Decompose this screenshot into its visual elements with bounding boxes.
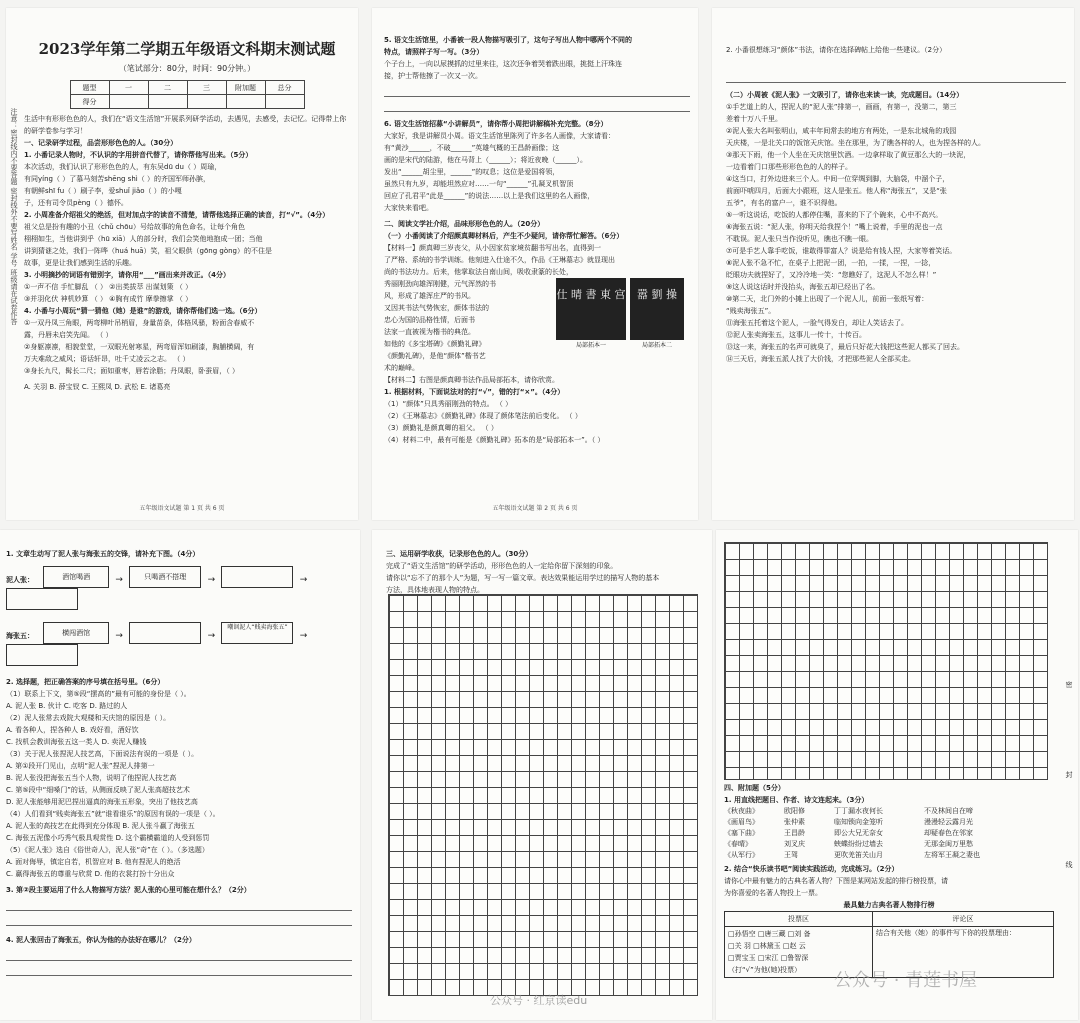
arrow-icon: → (299, 574, 308, 585)
material-line: 秀丽刚劲向雄浑刚健，元气浑然的书 (384, 280, 496, 288)
question: 特点，请照样子写一写。（3分） (384, 48, 484, 56)
quote-line: 接，护士帮他擦了一次又一次。 (384, 72, 482, 80)
question: 5. 语文生活馆里，小番被一段人物描写吸引了，这句子写出人物中哪两个不同的 (384, 36, 632, 44)
passage-line: ②泥人张大名叫张明山，咸丰年间常去的地方有两处，一是东北城角的戏园 (726, 127, 957, 135)
poem-line[interactable]: 更吹羌笛关山月 (834, 851, 883, 859)
passage-line: 差着十万八千里。 (726, 115, 782, 123)
passage-line: 前面吓唬四月，后面大小跟班，这人是张五。他人称“海张五”，又是“张 (726, 187, 947, 195)
passage-line: ①手艺道上的人，捏泥人的“泥人张”排第一，画画，有第一，没第二，第三 (726, 103, 957, 111)
choice-line: A. 看各种人，捏各种人 B. 戏好看，酒好饮 (6, 726, 139, 734)
passage-line: “贱卖海张五”。 (726, 307, 776, 315)
question-line: 本次活动，我们认识了形形色色的人，有东吴dū du（ ）周瑜， (24, 163, 222, 171)
question: 2. 小周准备介绍祖父的绝活，但对加点字的读音不清楚，请帮他选择正确的读音，打“√”。（4分） (24, 211, 330, 219)
score-cell: 题型 (70, 81, 109, 95)
answer-line[interactable] (6, 948, 352, 961)
question-line: ③身长九尺，髯长二尺；面如重枣，唇若涂脂；丹凤眼，卧蚕眉，（ ） (24, 367, 239, 375)
seal-margin-char: 线 (1065, 861, 1073, 869)
question-line: 万夫难敌之威风；语话轩昂，吐千丈凌云之志。 （ ） (24, 355, 190, 363)
question: 1. 用直线把题目、作者、诗文连起来。（3分） (724, 796, 869, 804)
score-input-cell[interactable] (109, 95, 148, 109)
arrow-icon: → (207, 574, 216, 585)
passage-line: ⑫泥人张卖海张五，这事儿一传十，十传百。 (726, 331, 866, 339)
answer-line[interactable] (6, 913, 352, 926)
poem-title[interactable]: 《塞下曲》 (724, 829, 759, 837)
choice-line: C. 找机会教训海张五这一类人 D. 卖泥人赚钱 (6, 738, 147, 746)
passage-line: ⑧泥人张不急不忙，在桌子上把泥一团，一拍，一揉，一捏，一捻， (726, 259, 936, 267)
material-line: 又因其书法气势恢宏，颜体书法的 (384, 304, 489, 312)
question-line: ①一声不信 手忙脚乱 （ ） ②出类拔萃 出谋划策 （ ） (24, 283, 193, 291)
question: 2. 小番很想练习“颜体”书法，请你在选择碑帖上给他一些建议。（2分） (726, 46, 947, 54)
choice-line: （3）关于泥人张捏泥人技艺高，下面说法有误的一项是（ ）。 (6, 750, 199, 758)
seal-margin-char: 封 (1065, 771, 1073, 779)
question: 6. 语文生活馆招募“小讲解员”，请你帮小周把讲解稿补充完整。（8分） (384, 120, 608, 128)
section-heading: 一、记录研学过程，品尝形形色色的人。（30分） (24, 139, 178, 147)
question-line: 画的是宋代的陆游，他在马背上（______）；将近夜晚（______）。 (384, 156, 587, 164)
exam-page-3 (712, 8, 1074, 520)
section-heading: （二）小周被《泥人张》一文吸引了，请你也来读一读，完成题目。（14分） (726, 91, 964, 99)
material-line: 了严格、系统的书学训练。他刻进入仕途不久，作品《王琳墓志》就显现出 (384, 256, 615, 264)
material-line: 术的巅峰。 (384, 364, 419, 372)
material-line: 【材料一】颜真卿三岁丧父，从小因家贫家境贫翻书写出名，直得到一 (384, 244, 601, 252)
vote-option-row[interactable]: □关 羽 □林黛玉 □赵 云 (728, 942, 806, 950)
question-line: 故事，更是让我们感到生活的乐趣。 (24, 259, 136, 267)
question-line: 讲到猜谜之处，我们一阵哗（huá huā）笑，祖父眼供（gōng gòng）的不住是 (24, 247, 272, 255)
score-input-cell[interactable] (187, 95, 226, 109)
judge-item: （1）“颜体”只具秀丽刚劲的特点。 （ ） (384, 400, 513, 408)
poem-line[interactable]: 蛱蝶纷纷过墙去 (834, 840, 883, 848)
question: 1. 根据材料，下面说法对的打“√”，错的打“×”。（4分） (384, 388, 565, 396)
exam-page-2 (372, 8, 698, 520)
choice-line: B. 泥人张没把海张五当个人物，说明了他捏泥人技艺高 (6, 774, 177, 782)
flow-answer-box[interactable] (129, 622, 201, 644)
vote-option-row[interactable]: □孙悟空 □唐三藏 □刘 备 (728, 930, 811, 938)
passage-line: ⑥海张五说：“泥人张，你明天给我捏个！”嘴上说着，手里的泥也一点 (726, 223, 943, 231)
choice-line: A. 泥人张的高技艺在此得到充分体现 B. 泥人张斗赢了海张五 (6, 822, 195, 830)
question-line: 为你喜爱的名著人物投上一票。 (724, 889, 822, 897)
judge-item: （4）材料二中，最有可能是《颜勤礼碑》拓本的是“局部拓本一”。（ ） (384, 436, 605, 444)
answer-line[interactable] (6, 898, 352, 911)
section-heading: 三、运用研学收获，记录形色色的人。（30分） (386, 550, 533, 558)
question: 4. 小番与小周玩“猜一猜他（她）是谁”的游戏，请你帮他们选一选。（6分） (24, 307, 262, 315)
flow-box: 横闯酒馆 (43, 622, 109, 644)
poem-title[interactable]: 《画眉鸟》 (724, 818, 759, 826)
exam-page-6 (716, 530, 1078, 1020)
choice-line: C. 第⑤段中“细嗓门”的话，从侧面反映了泥人张高超技艺术 (6, 786, 190, 794)
flow-box: 酒馆喝酒 (43, 566, 109, 588)
question: 2. 选择题，把正确答案的序号填在括号里。（6分） (6, 678, 165, 686)
passage-line: 一边看着门口那些形形色色的人的样子。 (726, 163, 852, 171)
question-line: 发出“______胡尘里，______”的叹息；这位是爱国将领， (384, 168, 560, 176)
material-line: 尚的书法功力。后来，他掌取法自南山间，吸收隶篆的长处， (384, 268, 573, 276)
passage-line: ③那天下雨，他一个人坐在天庆馆里饮酒。一边拿样取了黄豆那么大的一块泥， (726, 151, 971, 159)
prompt-line: 方法，具体地表现人物的特点。 (386, 586, 484, 594)
question-line: 回应了孔君平“此是______”的说法……以上是我们这里的名人画像， (384, 192, 595, 200)
choice-line: C. 海张五泥像小巧秀气极具观赏性 D. 这个霸横霸道的人受到惩罚 (6, 834, 210, 842)
arrow-icon: → (207, 630, 216, 641)
arrow-icon: → (299, 630, 308, 641)
vote-instruction: （打“√”为他(她)投票） (728, 966, 802, 974)
rubbing-caption: 局部拓本二 (641, 342, 672, 349)
score-input-cell[interactable] (148, 95, 187, 109)
flow-row-label: 泥人张： (6, 575, 34, 584)
choice-line: D. 泥人张能够用泥巴捏出逼真的海张五形象，突出了他技艺高 (6, 798, 198, 806)
question-line: ③并羽化伏 神机妙算 （ ） ④胸有成竹 摩拳擦掌 （ ） (24, 295, 193, 303)
material-line: 《颜勤礼碑》，是他“颜体”楷书艺 (384, 352, 486, 360)
poem-line[interactable]: 临知锁向金笼听 (834, 818, 883, 826)
passage-line: ⑪海张五托着这个泥人，一脸气得发白，却让人笑话去了。 (726, 319, 908, 327)
poem-author[interactable]: 刘叉庆 (784, 840, 805, 848)
question: 4. 泥人张回击了海张五，你认为他的办法好在哪儿？（2分） (6, 936, 196, 944)
question-line: ①一双丹凤三角眼，两弯柳叶吊梢眉，身量苗条，体格风骚，粉面含春威不 (24, 319, 255, 327)
answer-line[interactable] (384, 99, 690, 112)
score-table (70, 80, 305, 109)
watermark: 公众号 · 青莲书屋 (834, 970, 978, 991)
prompt-line: 请你以“忘不了的那个人”为题，写一写一篇文章。表达效果能运用学过的描写人物的基本 (386, 574, 660, 582)
choice-line: （4）人们看到“贱卖海张五”就“谁看谁乐”的原因有误的一项是（ ）。 (6, 810, 220, 818)
page-footer: 五年级语文试题 第 2 页 共 6 页 (492, 505, 578, 512)
judge-item: （2）《王琳墓志》《颜勤礼碑》体现了颜体笔法前后变化。 （ ） (384, 412, 582, 420)
question-line: 有同yíng（ ）了慕马刻苦shēng shì（ ）的齐国军师孙膑， (24, 175, 210, 183)
question-line: 虽然只有九岁，却能坦然应对……一句“______”孔凝叉机智顶 (384, 180, 574, 188)
score-cell: 二 (148, 81, 187, 95)
question-line: 大家好，我是讲解员小周。语文生活馆里陈列了许多名人画像，大家请看： (384, 132, 615, 140)
question-line: 子，还有司令员pèng（ ）德怀。 (24, 199, 128, 207)
poem-author[interactable]: 王昌龄 (784, 829, 805, 837)
passage-line: ⑬这一来，海张五的名声可就臭了，最后只好花大钱把这些泥人都买了回去。 (726, 343, 964, 351)
question-line: 祖父总是扮有趣的小丑（chǔ chōu）号给故事的角色命名，让每个角色 (24, 223, 245, 231)
question: 2. 结合“快乐读书吧”阅读实践活动，完成练习。（2分） (724, 865, 899, 873)
question: 3. 小明摘抄的词语有错别字，请你用“___”画出来并改正。（4分） (24, 271, 231, 279)
poem-author[interactable]: 张仲素 (784, 818, 805, 826)
answer-options: A. 关羽 B. 薛宝钗 C. 王熙凤 D. 武松 E. 诸葛亮 (24, 383, 171, 391)
calligraphy-rubbing-2: 嚣 劉 操 (630, 278, 684, 340)
answer-line[interactable] (6, 963, 352, 976)
composition-grid[interactable] (724, 542, 1048, 780)
judge-item: （3）颜勤礼是颜真卿的祖父。 （ ） (384, 424, 498, 432)
poem-line[interactable]: 左将军王凝之妻也 (924, 851, 980, 859)
exam-page-4 (0, 530, 360, 1020)
question: 1. 小番记录人物时，不认识的字用拼音代替了，请你帮他写出来。（5分） (24, 151, 253, 159)
section-heading: 二、阅读文学社介绍，品味形形色色的人。（20分） (384, 220, 545, 228)
exam-subtitle: （笔试部分：80分，时间：90分钟。） (118, 64, 256, 73)
poem-author[interactable]: 欧阳修 (784, 807, 805, 815)
question-line: ②身躯凛凛，相貌堂堂，一双眼光射寒星，两弯眉浑如刷漆，胸脯横阔，有 (24, 343, 255, 351)
material-line: 如他的《多宝塔碑》《颜勤礼碑》 (384, 340, 486, 348)
flow-answer-box[interactable] (221, 566, 293, 588)
vote-title: 最具魅力古典名著人物排行榜 (843, 901, 935, 909)
material-line: 【材料二】右图是颜真卿书法作品局部拓本，请你欣赏。 (384, 376, 559, 384)
question: 3. 第②段主要运用了什么人物描写方法？泥人张的心里可能在想什么？（2分） (6, 886, 251, 894)
flow-row-label: 海张五： (6, 631, 34, 640)
material-line: 忠心为国的品格性情，后面书 (384, 316, 475, 324)
score-cell: 总分 (265, 81, 304, 95)
choice-line: A. 面对侮辱，镇定自若，机智应对 B. 他有捏泥人的绝活 (6, 858, 181, 866)
score-cell: 附加题 (226, 81, 265, 95)
poem-author[interactable]: 王驾 (784, 851, 798, 859)
poem-line[interactable]: 丁丁漏水夜何长 (834, 807, 883, 815)
question-line: 大家快来看吧。 (384, 204, 433, 212)
exam-page-5 (372, 530, 712, 1020)
exam-page-1 (6, 8, 358, 520)
question-line: 有朝鲜shī fu（ ）刷子李，爱shuǐ jiǎo（ ）的小嘎 (24, 187, 182, 195)
passage-line: 天庆楼，一是北关口的饭馆天庆馆。坐在那里，为了瞧各样的人，也为捏各样的人。 (726, 139, 985, 147)
flow-box: 嘲讽泥人“贱卖海张五” (221, 622, 293, 644)
choice-line: C. 赢得海张五的尊重与欣赏 D. 他的衣裳打扮十分出众 (6, 870, 175, 878)
score-cell: 一 (109, 81, 148, 95)
score-input-cell[interactable] (265, 95, 304, 109)
rubbing-caption: 局部拓本一 (575, 342, 606, 349)
poem-line[interactable]: 即公大兄无奈女 (834, 829, 883, 837)
passage-line: ⑭三天后，海张五派人找了大价钱，才把那些泥人全部买走。 (726, 355, 915, 363)
arrow-icon: → (115, 574, 123, 585)
material-line: 风，形成了雄浑庄严的书风。 (384, 292, 475, 300)
exam-title: 2023学年第二学期五年级语文科期末测试题 (38, 40, 336, 58)
answer-line[interactable] (726, 70, 1066, 83)
choice-line: A. 泥人张 B. 伙计 C. 吃客 D. 路过的人 (6, 702, 128, 710)
question-line: 请你心中最有魅力的古典名著人物？下图是某网站发起的排行榜投票，请 (724, 877, 948, 885)
poem-title[interactable]: 《秋夜曲》 (724, 807, 759, 815)
vote-option-row[interactable]: □贾宝玉 □宋江 □鲁智深 (728, 954, 809, 962)
passage-line: ⑦可是手艺人靠手吃饭，谁敢得罪富人？说是给有钱人捏，大家等着笑话。 (726, 247, 957, 255)
page-footer: 五年级语文试题 第 1 页 共 6 页 (139, 505, 225, 512)
arrow-icon: → (115, 630, 123, 641)
vote-comment-prompt: 结合有关他（她）的事件写下你的投票理由： (876, 929, 1017, 937)
matching-table (724, 806, 1054, 861)
composition-grid[interactable] (388, 594, 698, 996)
flow-box: 只喝酒不搭理 (129, 566, 201, 588)
score-cell: 得分 (70, 95, 109, 109)
choice-line: （2）泥人张常去戏院大观楼和天庆馆的原因是（ ）。 (6, 714, 171, 722)
quote-line: 个子台上，一向以尿摸抓的过里来往，这次还争着哭着跌出眼，挑挺上汗珠连 (384, 60, 622, 68)
choice-line: A. 第①段开门见山，点明“泥人张”捏泥人排第一 (6, 762, 155, 770)
prompt-line: 完成了“语文生活馆”的研学活动，形形色色的人一定给你留下深刻的印象。 (386, 562, 618, 570)
section-heading: 四、附加题（5分） (724, 784, 785, 792)
poem-line[interactable]: 无那金闺万里愁 (924, 840, 973, 848)
passage-line: 五爷”，有名的富户一，谁不识得他。 (726, 199, 842, 207)
passage-line: 不耽误。泥人张只当作没听见，瞧也不瞧一眼。 (726, 235, 873, 243)
score-cell: 三 (187, 81, 226, 95)
question-line: 栩栩如生，当他讲到乎（hū xiā）人的部分时，我们会笑他地抱成一团；当他 (24, 235, 263, 243)
passage-line: ④这当口，打外边进来三个人。中间一位穿绸到脚，大脑袋，中溜个子， (726, 175, 950, 183)
passage-line: 眨眼功夫就捏好了，又冷冷地一笑：“您瞧好了，这泥人不怎么样！” (726, 271, 937, 279)
question-line: 露，丹唇未启笑先闻。 （ ） (24, 331, 113, 339)
vote-head: 评论区 (873, 912, 1054, 927)
vote-head: 投票区 (725, 912, 873, 927)
calligraphy-rubbing-1: 仕 晴 書 東 宫 (556, 278, 626, 340)
question: （一）小番阅读了介绍颜真卿材料后，产生不少疑问，请你帮忙解答。（6分） (384, 232, 624, 240)
poem-title[interactable]: 《春晴》 (724, 840, 752, 848)
answer-line[interactable] (384, 84, 690, 97)
passage-line: ⑨这人说这话时并没抬头，海张五却已经出了名。 (726, 283, 880, 291)
watermark: 公众号 · 红京读edu (490, 994, 588, 1007)
poem-line[interactable]: 却疑春色在邻家 (924, 829, 973, 837)
question-line: 有“黄沙______，不破______”英雄气概的王昌龄画像；这 (384, 144, 560, 152)
poem-line[interactable]: 漫漫轻云露月光 (924, 818, 973, 826)
passage-line: ⑩第二天，北门外的小摊上出现了一个泥人儿，前面一张纸写着： (726, 295, 929, 303)
seal-margin-char: 密 (1065, 681, 1073, 689)
choice-line: （5）《泥人张》选自《俗世奇人》，泥人张“奇”在（ ）。（多选题） (6, 846, 209, 854)
poem-line[interactable]: 不及林间自在啼 (924, 807, 973, 815)
passage-line: ⑤一听这说话，吃饭的人都停住嘴，喜来的下了个碗来，心中不高兴。 (726, 211, 943, 219)
seal-line-notice: 注意：密封线内不要答题 密封线外不要写姓名 学号 班级请在试卷作答 (10, 108, 18, 325)
choice-line: （1）联系上下文，第⑤段“摆高的”最有可能的身份是（ ）。 (6, 690, 191, 698)
flow-answer-box[interactable] (6, 588, 78, 610)
poem-title[interactable]: 《从军行》 (724, 851, 759, 859)
question: 1. 文章生动写了泥人张与海张五的交锋，请补充下图。（4分） (6, 550, 200, 558)
material-line: 法家一直被视为楷书的典范。 (384, 328, 475, 336)
intro-text: 生活中有形形色色的人，我们在“语文生活馆”开展系列研学活动，去遇见，去感受，去记忆。记得带上你的研学卷参与学习！ (24, 115, 347, 135)
flow-answer-box[interactable] (6, 644, 78, 666)
score-input-cell[interactable] (226, 95, 265, 109)
